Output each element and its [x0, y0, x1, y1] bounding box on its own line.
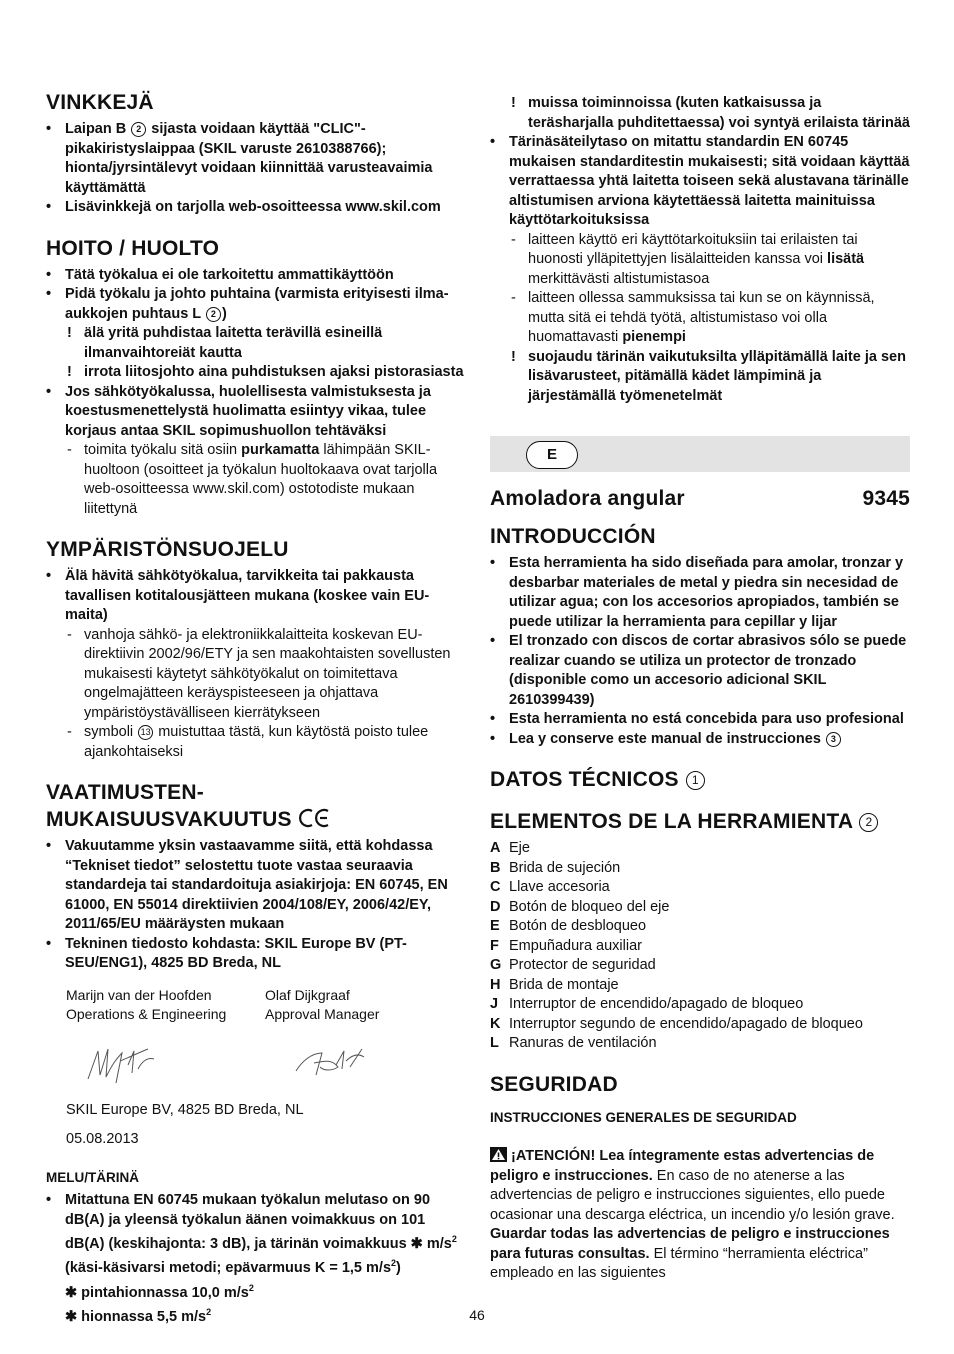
section-title-vaatimus: VAATIMUSTEN- MUKAISUUSVAKUUTUS — [46, 780, 464, 833]
dash-item: - toimita työkalu sitä osiin purkamatta lähimpään SKIL-huoltoon (osoitteet ja työkalun huoltokaava ovat tarjolla web-osoitteessa www.skil.com) ostotodiste mukaan liitettynä — [65, 441, 464, 519]
safety-paragraph: ¡ATENCIÓN! Lea íntegramente estas advertencias de peligro e instrucciones. En caso de no atenerse a las advertencias de peligro e instrucciones siguientes, ello puede ocasionar una descarga eléctrica, un incendio y/o lesión grave. Guardar todas las advertencias de peligro e instrucciones para futuras consultas. El término “herramienta eléctrica” empleado en las siguientes — [490, 1148, 895, 1281]
signatories — [66, 986, 464, 1025]
section-title-melu: MELU/TÄRINÄ — [46, 1169, 139, 1185]
part-item: E Botón de desbloqueo — [490, 918, 647, 934]
subsection-title: INSTRUCCIONES GENERALES DE SEGURIDAD — [490, 1109, 797, 1125]
warning-item: ! irrota liitosjohto aina puhdistuksen ajaksi pistorasiasta — [65, 363, 464, 383]
signatory-role: Operations & Engineering — [66, 1006, 227, 1022]
warning-triangle-icon — [490, 1147, 507, 1162]
signatory-name: Olaf Dijkgraaf — [265, 986, 350, 1003]
list-item: • Tekninen tiedosto kohdasta: SKIL Europe BV (PT-SEU/ENG1), 4825 BD Breda, NL — [46, 935, 464, 974]
product-heading — [490, 486, 910, 512]
language-badge: E — [526, 441, 578, 469]
parts-list — [490, 839, 910, 1054]
list-item: • Laipan B 2 sijasta voidaan käyttää "CLIC"-pikakiristyslaippaa (SKIL varuste 2610388766); hionta/jyrsintälevyt voidaan kiinnittää varusteavaimia käyttämättä — [46, 120, 464, 198]
warning-item: ! suojaudu tärinän vaikutuksilta ylläpitämällä laite ja sen lisävarusteet, pitämällä kädet lämpiminä ja järjestämällä työmenetelmät — [509, 348, 910, 407]
section-title-ymparisto: YMPÄRISTÖNSUOJELU — [46, 538, 289, 561]
list-item: • El tronzado con discos de cortar abrasivos sólo se puede realizar cuando se utiliza un protector de tronzado (disponible como un accesorio adicional SKIL 2610399439) — [490, 632, 910, 710]
part-item: L Ranuras de ventilación — [490, 1035, 657, 1051]
list-item: • Älä hävitä sähkötyökalua, tarvikkeita tai pakkausta tavallisen kotitalousjätteen mukana (koskee vain EU-maita) — [46, 567, 464, 626]
ref-number: 2 — [859, 813, 878, 832]
list-item: • Tärinäsäteilytaso on mitattu standardin EN 60745 mukaisen standarditestin mukaisesti; sitä voidaan käyttää verrattaessa yhtä laitetta toiseen sekä alustavana tärinälle altistumisen arviona käytettäessä laitetta mainituissa käyttötarkoituksissa — [490, 133, 910, 231]
section-title-intro: INTRODUCCIÓN — [490, 525, 656, 548]
dash-item: - symboli 13 muistuttaa tästä, kun käytöstä poisto tulee ajankohtaiseksi — [65, 723, 464, 762]
list-item: • Esta herramienta ha sido diseñada para amolar, tronzar y desbarbar materiales de metal y piedra sin necesidad de utilizar agua; con los accesorios apropiados, también se puede utilizar la herramienta para cepillar y lijar — [490, 554, 910, 632]
dash-item: - laitteen ollessa sammuksissa tai kun se on käynnissä, mutta sitä ei tehdä työtä, altistumistaso voi olla huomattavasti pienempi — [509, 289, 910, 348]
signatory-role: Approval Manager — [265, 1006, 380, 1022]
product-name: Amoladora angular — [490, 487, 685, 510]
part-item: D Botón de bloqueo del eje — [490, 898, 670, 915]
list-item: • Lisävinkkejä on tarjolla web-osoitteessa www.skil.com — [46, 198, 464, 218]
warning-item: ! muissa toiminnoissa (kuten katkaisussa ja teräsharjalla puhditettaessa) voi syntyä erilaista tärinää — [509, 94, 910, 133]
part-item: K Interruptor segundo de encendido/apagado de bloqueo — [490, 1015, 863, 1032]
signature-2 — [292, 1041, 372, 1085]
list-item: • Esta herramienta no está concebida para uso profesional — [490, 710, 910, 730]
section-title-elementos: ELEMENTOS DE LA HERRAMIENTA 2 — [490, 809, 910, 835]
signature-1 — [82, 1039, 162, 1099]
list-item: • Vakuutamme yksin vastaavamme siitä, että kohdassa “Tekniset tiedot” selostettu tuote vastaa seuraavia standardeja tai standardoituja asiakirjoja: EN 60745, EN 61000, EN 55014 direktiivien 2004/108/EY, 2006/42/EY, 2011/65/EU määräysten mukaan — [46, 837, 464, 935]
hoito-list — [46, 266, 464, 325]
left-column — [46, 90, 464, 1327]
signatory-name: Marijn van der Hoofden — [66, 986, 212, 1003]
ce-mark — [298, 807, 332, 831]
list-item: • Mitattuna EN 60745 mukaan työkalun melutaso on 90 dB(A) ja yleensä työkalun äänen voimakkuus on 101 dB(A) (keskihajonta: 3 dB), ja tärinän voimakkuus ✱ $m/s^2$ (käsi-käsivarsi metodi; epävarmuus K = 1,5 $m/s^2$) ✱ pintahionnassa 10,0 $m/s^2$ ✱ hionnassa 5,5 $m/s^2$ — [46, 1191, 464, 1327]
dash-item: - vanhoja sähkö- ja elektroniikkalaitteita koskevan EU-direktiivin 2002/96/ETY ja sen maakohtaisten sovellusten mukaisesti käytetyt sähkötyökalut on toimitettava ongelmajätteen keräyspisteeseen ja ohjattava ympäristöystävälliseen kierrätykseen — [65, 626, 464, 724]
section-title-datos: DATOS TÉCNICOS 1 — [490, 767, 910, 793]
language-bar — [490, 436, 910, 472]
section-title-seguridad: SEGURIDAD — [490, 1072, 618, 1096]
ref-number: 1 — [686, 771, 705, 790]
part-item: G Protector de seguridad — [490, 957, 656, 973]
product-code: 9345 — [862, 487, 910, 510]
part-item: F Empuñadura auxiliar — [490, 937, 642, 954]
list-item: • Lea y conserve este manual de instrucciones 3 — [490, 730, 910, 750]
right-column — [490, 94, 910, 1284]
ref-number: 3 — [826, 732, 841, 747]
list-item: • Pidä työkalu ja johto puhtaina (varmista erityisesti ilma-aukkojen puhtaus L 2 ) — [46, 285, 464, 324]
ref-number: 2 — [131, 122, 146, 137]
ref-number: 13 — [138, 725, 153, 740]
vinkkeja-list — [46, 120, 464, 218]
list-item: • Tätä työkalua ei ole tarkoitettu ammattikäyttöön — [46, 266, 464, 286]
ref-number: 2 — [206, 307, 221, 322]
warning-item: ! älä yritä puhdistaa laitetta terävillä esineillä ilmanvaihtoreiät kautta — [65, 324, 464, 363]
dash-item: - laitteen käyttö eri käyttötarkoituksiin tai erilaisten tai huonosti ylläpitettyjen lisälaitteiden kanssa voi lisätä merkittävästi altistumistasoa — [509, 231, 910, 290]
date: 05.08.2013 — [66, 1131, 139, 1147]
section-title-hoito: HOITO / HUOLTO — [46, 236, 220, 260]
section-title-vinkkeja: VINKKEJÄ — [46, 91, 154, 114]
list-item: • Jos sähkötyökalussa, huolellisesta valmistuksesta ja koestusmenettelystä huolimatta esiintyy vikaa, tulee korjaus antaa SKIL sopimushuollon tehtäväksi — [46, 383, 464, 442]
part-item: B Brida de sujeción — [490, 859, 621, 876]
part-item: J Interruptor de encendido/apagado de bloqueo — [490, 996, 804, 1012]
part-item: C Llave accesoria — [490, 879, 610, 895]
page-number: 46 — [469, 1307, 485, 1323]
company-address: SKIL Europe BV, 4825 BD Breda, NL — [66, 1101, 304, 1118]
part-item: H Brida de montaje — [490, 976, 619, 993]
part-item: A Eje — [490, 840, 530, 856]
